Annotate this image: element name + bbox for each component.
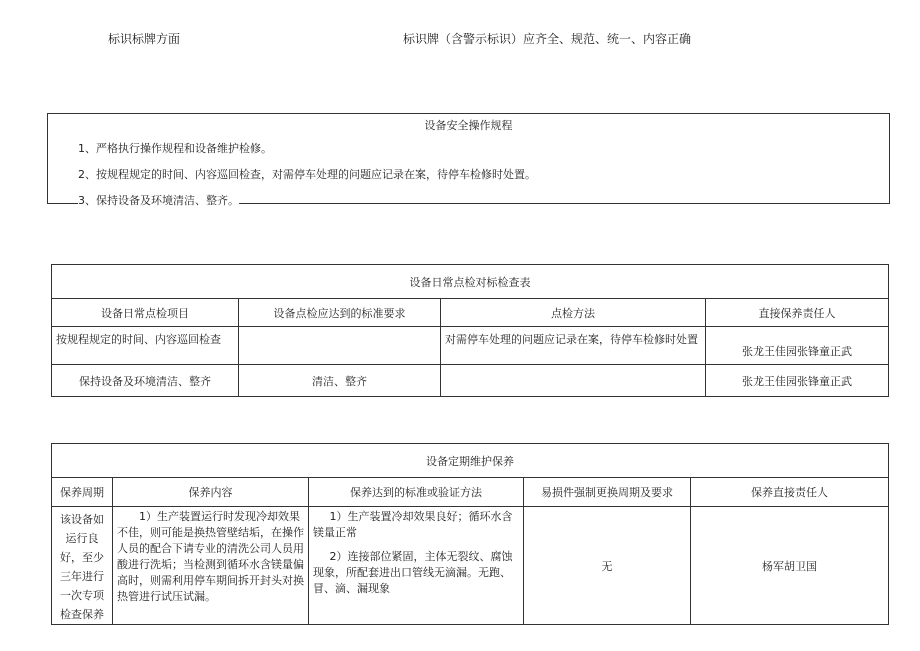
periodic-parts: 无 [524, 507, 691, 625]
periodic-header-cycle: 保养周期 [52, 478, 113, 507]
periodic-maintenance-table [51, 443, 889, 625]
daily-header-standard: 设备点检应达到的标准要求 [239, 299, 441, 327]
periodic-standard-1: 1）生产装置冷却效果良好；循环水含镁量正常 [313, 510, 513, 539]
header-right: 标识牌（含警示标识）应齐全、规范、统一、内容正确 [403, 32, 692, 46]
periodic-cycle: 该设备如运行良好，至少三年进行一次专项检查保养 [52, 507, 113, 625]
header-left: 标识标牌方面 [108, 32, 181, 46]
daily-row1-standard [239, 327, 441, 365]
safety-rule-item: 1、严格执行操作规程和设备维护检修。 [78, 142, 272, 155]
periodic-content: 1）生产装置运行时发现冷却效果不佳，则可能是换热管壁结垢，在操作人员的配合下请专业的清洗公司人员用酸进行洗垢；当检测到循环水含镁量偏高时，则需利用停车期间拆开封头对换热管进行试压试漏。 [113, 507, 309, 625]
daily-check-title: 设备日常点检对标检查表 [52, 265, 889, 299]
periodic-header-parts: 易损件强制更换周期及要求 [524, 478, 691, 507]
periodic-title: 设备定期维护保养 [52, 444, 889, 478]
daily-header-item: 设备日常点检项目 [52, 299, 239, 327]
daily-row2-method [441, 365, 706, 397]
daily-header-person: 直接保养责任人 [706, 299, 889, 327]
daily-row1-method: 对需停车处理的问题应记录在案，待停车检修时处置 [441, 327, 706, 365]
daily-check-table [51, 264, 889, 397]
safety-rule-item: 2、按规程规定的时间、内容巡回检查，对需停车处理的问题应记录在案，待停车检修时处置。 [78, 168, 536, 181]
safety-rule-item: 3、保持设备及环境清洁、整齐。 [78, 194, 239, 207]
periodic-person: 杨军胡卫国 [691, 507, 889, 625]
daily-row2-person: 张龙王佳园张锋童正武 [706, 365, 889, 397]
periodic-standard-2: 2）连接部位紧固，主体无裂纹、腐蚀现象，所配套进出口管线无滴漏。无跑、冒、滴、漏现象 [313, 550, 513, 595]
safety-rules-title: 设备安全操作规程 [424, 119, 513, 132]
daily-row2-item: 保持设备及环境清洁、整齐 [52, 365, 239, 397]
daily-row2-standard: 清洁、整齐 [239, 365, 441, 397]
daily-row1-item: 按规程规定的时间、内容巡回检查 [52, 327, 239, 365]
daily-header-method: 点检方法 [441, 299, 706, 327]
daily-row1-person: 张龙王佳园张锋童正武 [706, 327, 889, 365]
safety-rules-box [47, 113, 890, 207]
periodic-header-content: 保养内容 [113, 478, 309, 507]
periodic-header-person: 保养直接责任人 [691, 478, 889, 507]
periodic-header-standard: 保养达到的标准或验证方法 [309, 478, 524, 507]
